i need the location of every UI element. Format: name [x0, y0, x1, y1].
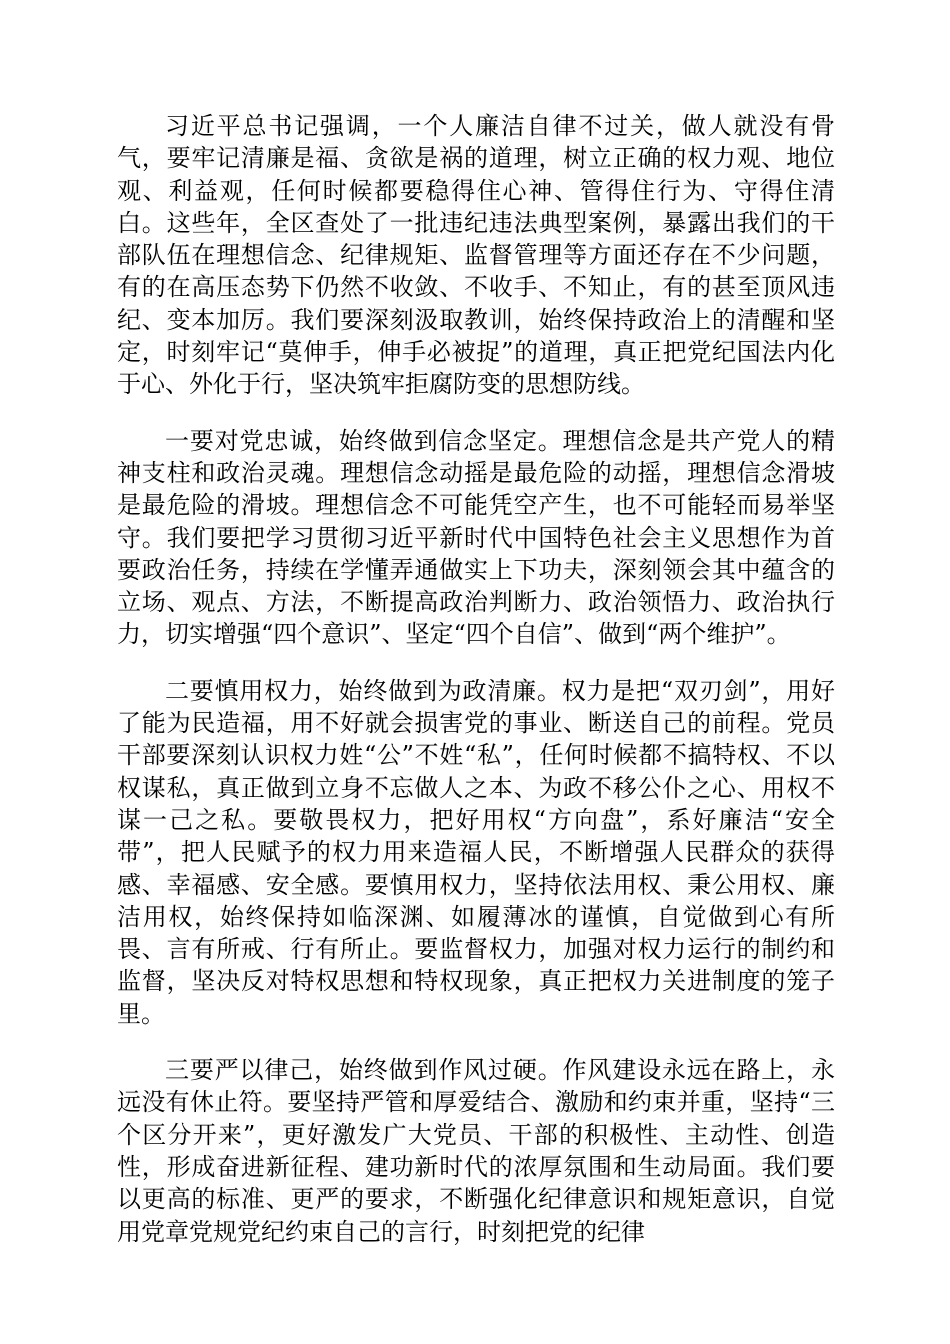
paragraph-loyalty: 一要对党忠诚，始终做到信念坚定。理想信念是共产党人的精神支柱和政治灵魂。理想信念动摇是最危险的动摇，理想信念滑坡是最危险的滑坡。理想信念不可能凭空产生，也不可能轻而易举坚守。我们要把学习贯彻习近平新时代中国特色社会主义思想作为首要政治任务，持续在学懂弄通做实上下功夫，深刻领会其中蕴含的立场、观点、方法，不断提高政治判断力、政治领悟力、政治执行力，切实增强“四个意识”、坚定“四个自信”、做到“两个维护”。 — [117, 426, 835, 649]
paragraph-intro: 习近平总书记强调，一个人廉洁自律不过关，做人就没有骨气，要牢记清廉是福、贪欲是祸的道理，树立正确的权力观、地位观、利益观，任何时候都要稳得住心神、管得住行为、守得住清白。这些年，全区查处了一批违纪违法典型案例，暴露出我们的干部队伍在理想信念、纪律规矩、监督管理等方面还存在不少问题，有的在高压态势下仍然不收敛、不收手、不知止，有的甚至顶风违纪、变本加厉。我们要深刻汲取教训，始终保持政治上的清醒和坚定，时刻牢记“莫伸手，伸手必被捉”的道理，真正把党纪国法内化于心、外化于行，坚决筑牢拒腐防变的思想防线。 — [117, 112, 835, 399]
paragraph-power: 二要慎用权力，始终做到为政清廉。权力是把“双刃剑”，用好了能为民造福，用不好就会损害党的事业、断送自己的前程。党员干部要深刻认识权力姓“公”不姓“私”，任何时候都不搞特权、不以权谋私，真正做到立身不忘做人之本、为政不移公仆之心、用权不谋一己之私。要敬畏权力，把好用权“方向盘”，系好廉洁“安全带”，把人民赋予的权力用来造福人民，不断增强人民群众的获得感、幸福感、安全感。要慎用权力，坚持依法用权、秉公用权、廉洁用权，始终保持如临深渊、如履薄冰的谨慎，自觉做到心有所畏、言有所戒、行有所止。要监督权力，加强对权力运行的制约和监督，坚决反对特权思想和特权现象，真正把权力关进制度的笼子里。 — [117, 676, 835, 1028]
paragraph-discipline: 三要严以律己，始终做到作风过硬。作风建设永远在路上，永远没有休止符。要坚持严管和厚爱结合、激励和约束并重，坚持“三个区分开来”，更好激发广大党员、干部的积极性、主动性、创造性，形成奋进新征程、建功新时代的浓厚氛围和生动局面。我们要以更高的标准、更严的要求，不断强化纪律意识和规矩意识，自觉用党章党规党纪约束自己的言行，时刻把党的纪律 — [117, 1056, 835, 1246]
document-body — [117, 110, 835, 1272]
